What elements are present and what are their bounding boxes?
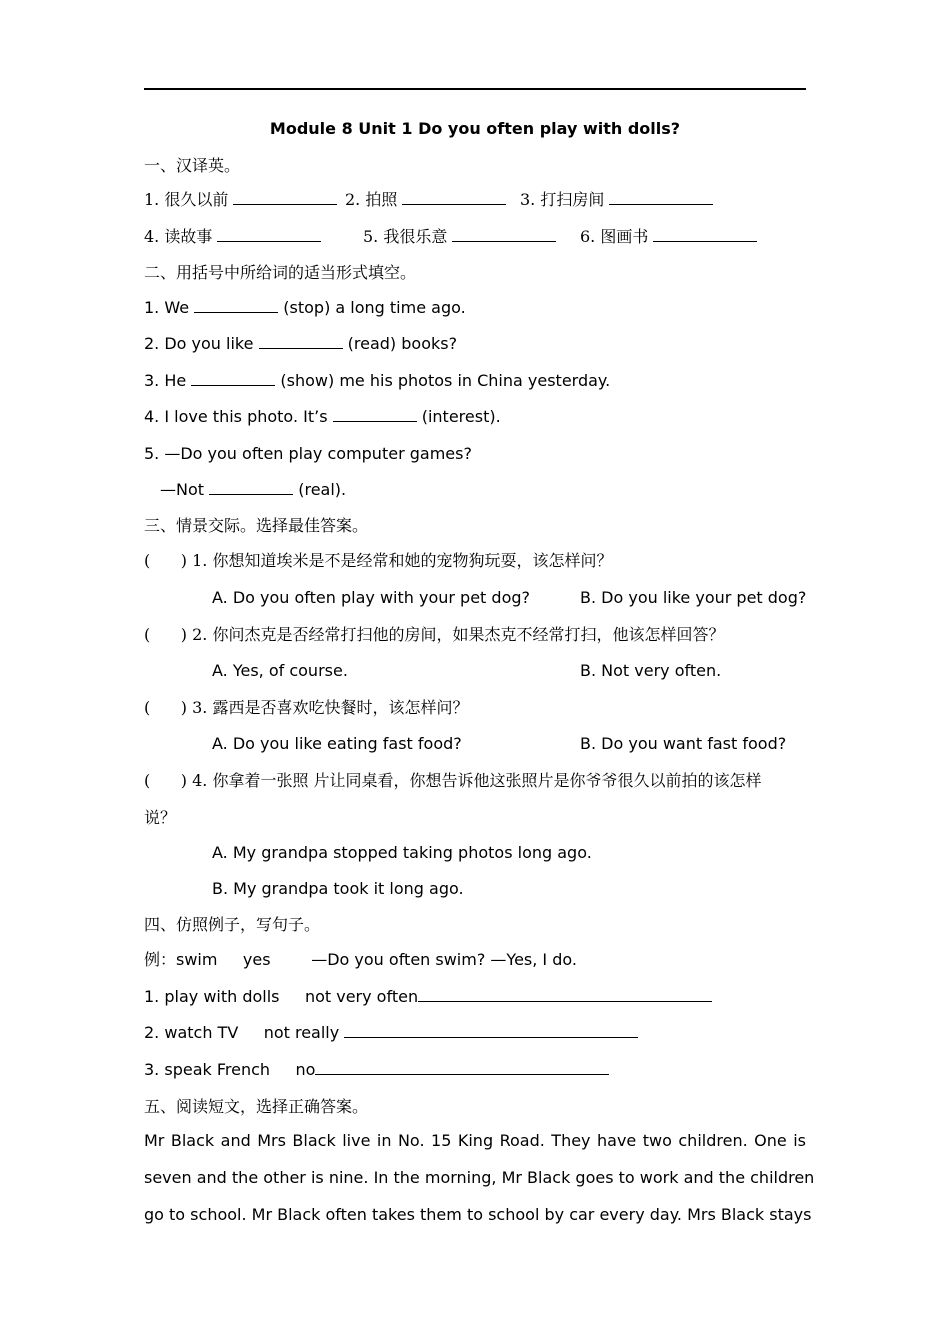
passage-line: Mr Black and Mrs Black live in No. 15 King Road. They have two children. One is	[144, 1131, 806, 1150]
section-2-heading: 二、用括号中所给词的适当形式填空。	[144, 263, 417, 282]
answer-blank[interactable]	[259, 334, 343, 349]
s2-question-1: 1. We (stop) a long time ago.	[144, 298, 466, 317]
answer-line[interactable]	[418, 987, 712, 1002]
answer-blank[interactable]	[402, 190, 506, 205]
s2-question-3: 3. He (show) me his photos in China yesterday.	[144, 371, 611, 390]
s4-example: 例：swim yes —Do you often swim? —Yes, I do.	[144, 950, 577, 969]
s2-question-5: 5. —Do you often play computer games?	[144, 444, 472, 463]
s3-question-1: ( ) 1. 你想知道埃米是不是经常和她的宠物狗玩耍，该怎样问？	[144, 551, 613, 570]
s3-q3-option-a[interactable]: A. Do you like eating fast food?	[212, 734, 462, 753]
s2-question-2: 2. Do you like (read) books?	[144, 334, 458, 353]
answer-blank[interactable]	[333, 407, 417, 422]
section-4-heading: 四、仿照例子，写句子。	[144, 915, 321, 934]
answer-blank[interactable]	[191, 371, 275, 386]
s3-question-4-cont: 说？	[144, 808, 177, 827]
s4-question-2: 2. watch TV not really	[144, 1023, 638, 1043]
answer-blank[interactable]	[609, 190, 713, 205]
passage-line: seven and the other is nine. In the morning, Mr Black goes to work and the children	[144, 1168, 815, 1187]
s1-item-5: 5. 我很乐意	[363, 227, 556, 247]
s3-q2-option-a[interactable]: A. Yes, of course.	[212, 661, 348, 680]
answer-blank[interactable]	[233, 190, 337, 205]
s1-item-3: 3. 打扫房间	[520, 190, 713, 210]
s4-question-1: 1. play with dolls not very often	[144, 987, 712, 1007]
s3-question-3: ( ) 3. 露西是否喜欢吃快餐时，该怎样问？	[144, 698, 469, 717]
s3-q3-option-b[interactable]: B. Do you want fast food?	[580, 734, 787, 753]
s3-q1-option-b[interactable]: B. Do you like your pet dog?	[580, 588, 807, 607]
answer-line[interactable]	[315, 1060, 609, 1075]
s1-item-6: 6. 图画书	[580, 227, 757, 247]
section-5-heading: 五、阅读短文，选择正确答案。	[144, 1097, 369, 1116]
s1-item-1: 1. 很久以前	[144, 190, 337, 210]
section-3-heading: 三、情景交际。选择最佳答案。	[144, 516, 369, 535]
s3-question-2: ( ) 2. 你问杰克是否经常打扫他的房间，如果杰克不经常打扫，他该怎样回答？	[144, 625, 725, 644]
s3-question-4: ( ) 4. 你拿着一张照 片让同桌看，你想告诉他这张照片是你爷爷很久以前拍的该怎样	[144, 771, 762, 790]
answer-blank[interactable]	[217, 227, 321, 242]
passage-line: go to school. Mr Black often takes them to school by car every day. Mrs Black stays	[144, 1205, 812, 1224]
s2-question-4: 4. I love this photo. It’s (interest).	[144, 407, 501, 426]
s1-item-2: 2. 拍照	[345, 190, 506, 210]
s2-question-5-reply: —Not (real).	[160, 480, 347, 499]
page-title: Module 8 Unit 1 Do you often play with dolls?	[269, 119, 681, 138]
s3-q4-option-a[interactable]: A. My grandpa stopped taking photos long ago.	[212, 843, 592, 862]
answer-blank[interactable]	[653, 227, 757, 242]
s3-q2-option-b[interactable]: B. Not very often.	[580, 661, 722, 680]
answer-blank[interactable]	[209, 480, 293, 495]
answer-blank[interactable]	[194, 298, 278, 313]
section-1-heading: 一、汉译英。	[144, 156, 241, 175]
header-rule	[144, 88, 806, 90]
answer-blank[interactable]	[452, 227, 556, 242]
s3-q4-option-b[interactable]: B. My grandpa took it long ago.	[212, 879, 464, 898]
answer-line[interactable]	[344, 1023, 638, 1038]
s3-q1-option-a[interactable]: A. Do you often play with your pet dog?	[212, 588, 531, 607]
s4-question-3: 3. speak French no	[144, 1060, 609, 1080]
s1-item-4: 4. 读故事	[144, 227, 321, 247]
